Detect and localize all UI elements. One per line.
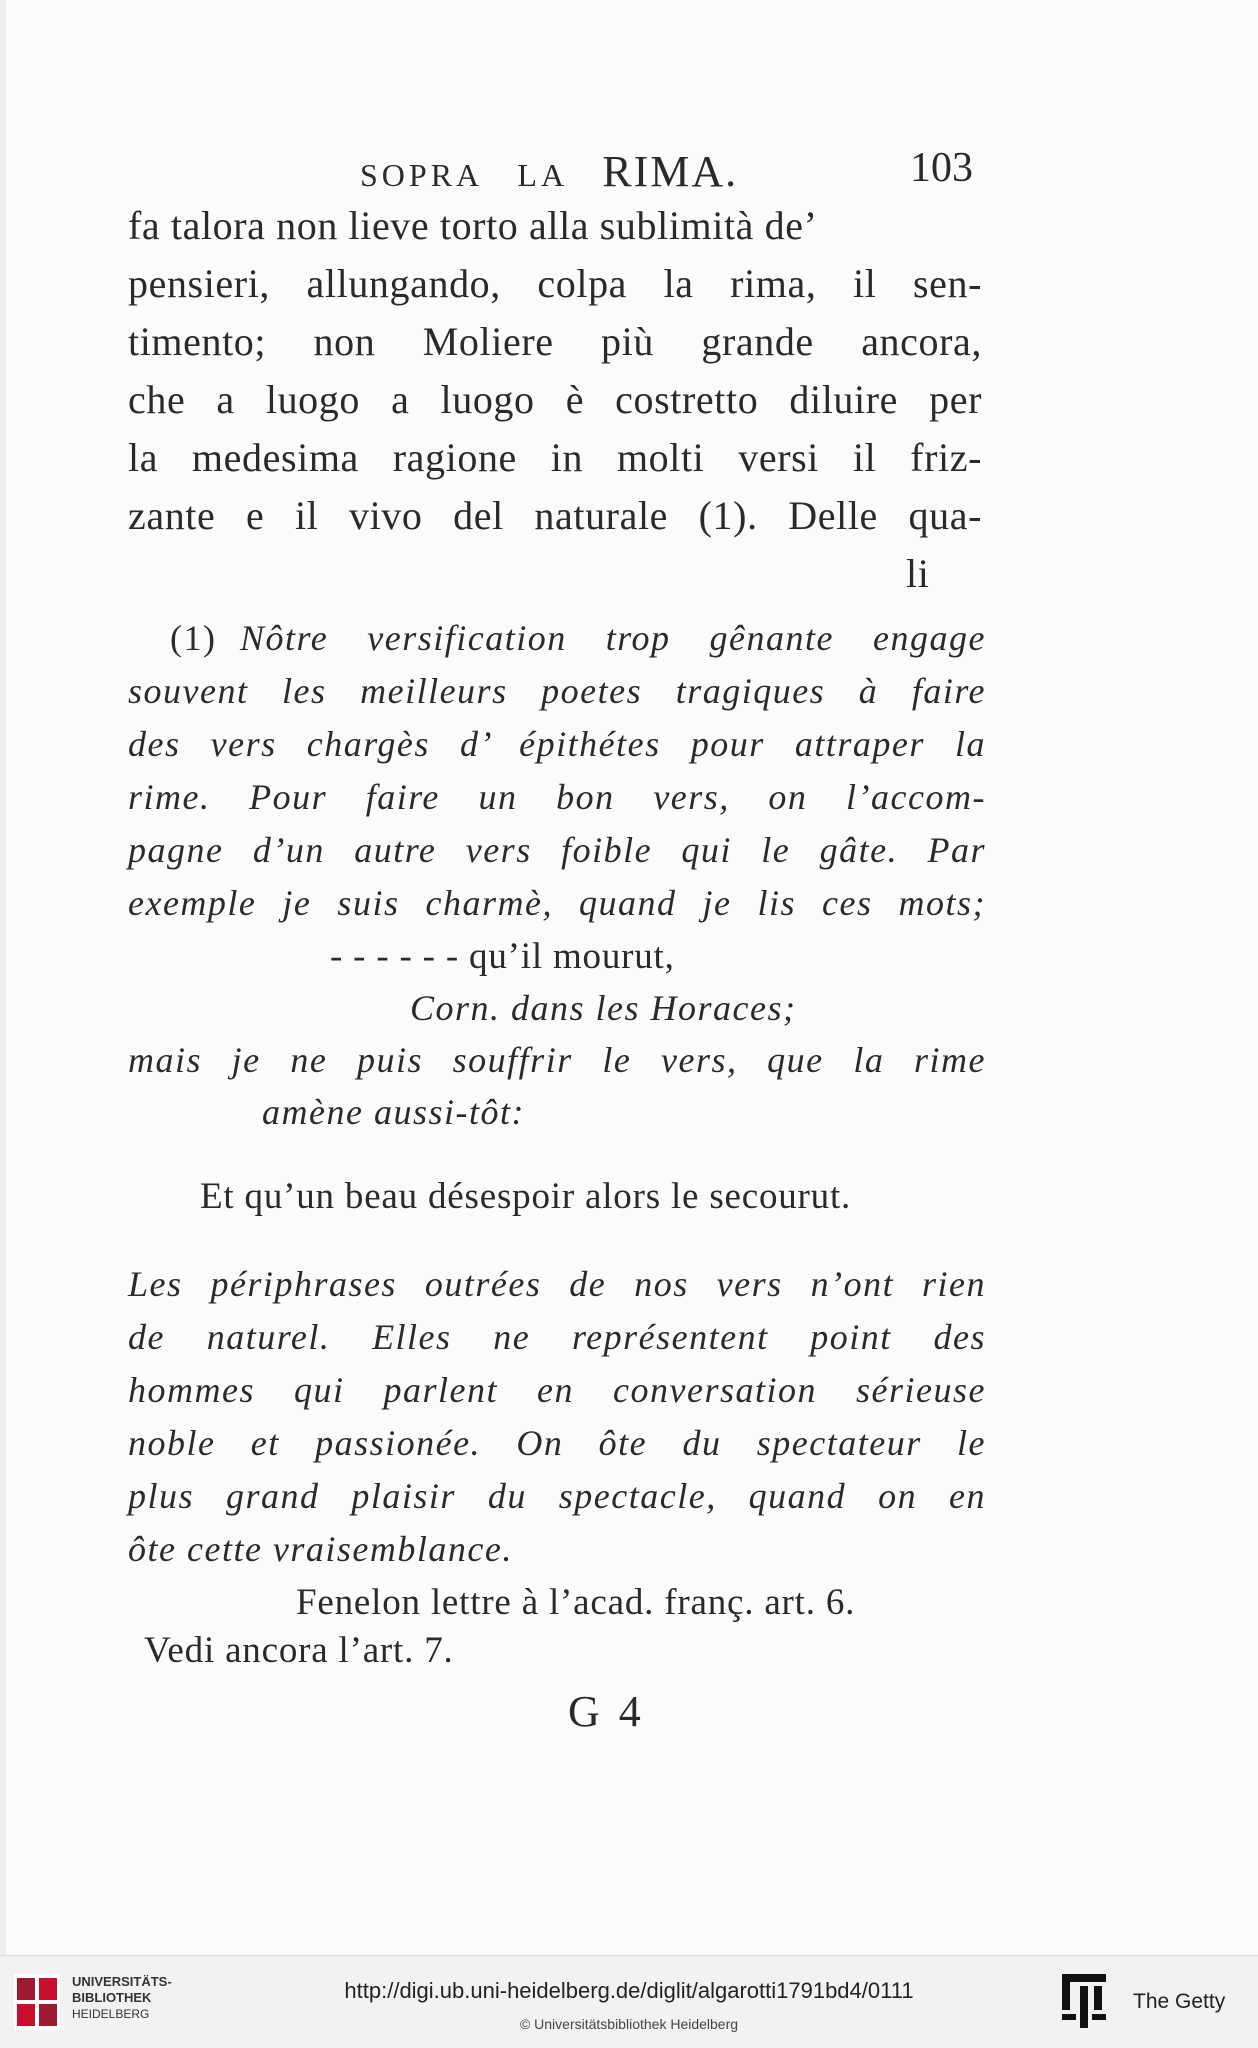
permalink-url[interactable]: http://digi.ub.uni-heidelberg.de/diglit/algarotti1791bd4/0111	[344, 1978, 914, 2003]
library-name-line-2: BIBLIOTHEK	[72, 1990, 152, 2005]
page-number: 103	[910, 145, 973, 191]
footnote-line-2: souvent les meilleurs poetes tragiques à faire	[128, 671, 986, 711]
scan-edge	[0, 0, 6, 1955]
footnote-line-13: plus grand plaisir du spectacle, quand on en	[128, 1476, 986, 1516]
partner-name: The Getty	[1133, 1990, 1226, 2013]
body-line-5: la medesima ragione in molti versi il friz-	[128, 435, 982, 480]
signature-mark: G 4	[568, 1687, 645, 1736]
footnote-line-14: ôte cette vraisemblance.	[128, 1529, 513, 1569]
copyright-notice: © Universitätsbibliothek Heidelberg	[519, 2016, 739, 2032]
footnote-line-12: noble et passionée. On ôte du spectateur le	[128, 1423, 986, 1463]
viewer-footer	[0, 1955, 1258, 2048]
footnote-line-7: mais je ne puis souffrir le vers, que la rime	[128, 1040, 986, 1080]
footnote-line-5: pagne d’un autre vers foible qui le gâte. Par	[128, 830, 986, 870]
quote-1-source: Corn. dans les Horaces;	[410, 988, 797, 1028]
running-head	[360, 147, 739, 196]
library-name-line-3: HEIDELBERG	[72, 2007, 150, 2021]
see-also: Vedi ancora l’art. 7.	[144, 1630, 454, 1671]
quote-2: Et qu’un beau désespoir alors le secourut.	[200, 1176, 852, 1217]
footnote-marker: (1)	[170, 618, 217, 658]
running-head-word-2: LA	[517, 157, 567, 193]
running-head-word-3: RIMA.	[602, 147, 739, 196]
citation: Fenelon lettre à l’acad. franç. art. 6.	[296, 1582, 856, 1623]
footnote-line-11: hommes qui parlent en conversation sérieuse	[128, 1370, 986, 1410]
footnote-line-10: de naturel. Elles ne représentent point des	[128, 1317, 986, 1357]
getty-logo-icon	[1058, 1970, 1110, 2034]
footnote-line-8: amène aussi-tôt:	[262, 1092, 525, 1132]
library-name-line-1: UNIVERSITÄTS-	[72, 1974, 172, 1989]
body-line-2: pensieri, allungando, colpa la rima, il sen-	[128, 261, 982, 306]
body-line-1: fa talora non lieve torto alla sublimità de’	[128, 203, 818, 248]
quote-1: - - - - - - qu’il mourut,	[330, 936, 675, 977]
running-head-word-1: SOPRA	[360, 157, 482, 193]
footnote-line-4: rime. Pour faire un bon vers, on l’accom-	[128, 777, 986, 817]
body-line-6: zante e il vivo del naturale (1). Delle qua-	[128, 493, 982, 538]
body-line-3: timento; non Moliere più grande ancora,	[128, 319, 982, 364]
footnote-line-3: des vers chargès d’ épithétes pour attraper la	[128, 724, 986, 764]
footnote-line-9: Les périphrases outrées de nos vers n’ont rien	[128, 1264, 986, 1304]
footnote-line-6: exemple je suis charmè, quand je lis ces mots;	[128, 883, 986, 923]
footnote-line-1: Nôtre versification trop gênante engage	[240, 618, 986, 658]
body-line-4: che a luogo a luogo è costretto diluire per	[128, 377, 982, 422]
body-line-7-catchword: li	[906, 551, 930, 596]
